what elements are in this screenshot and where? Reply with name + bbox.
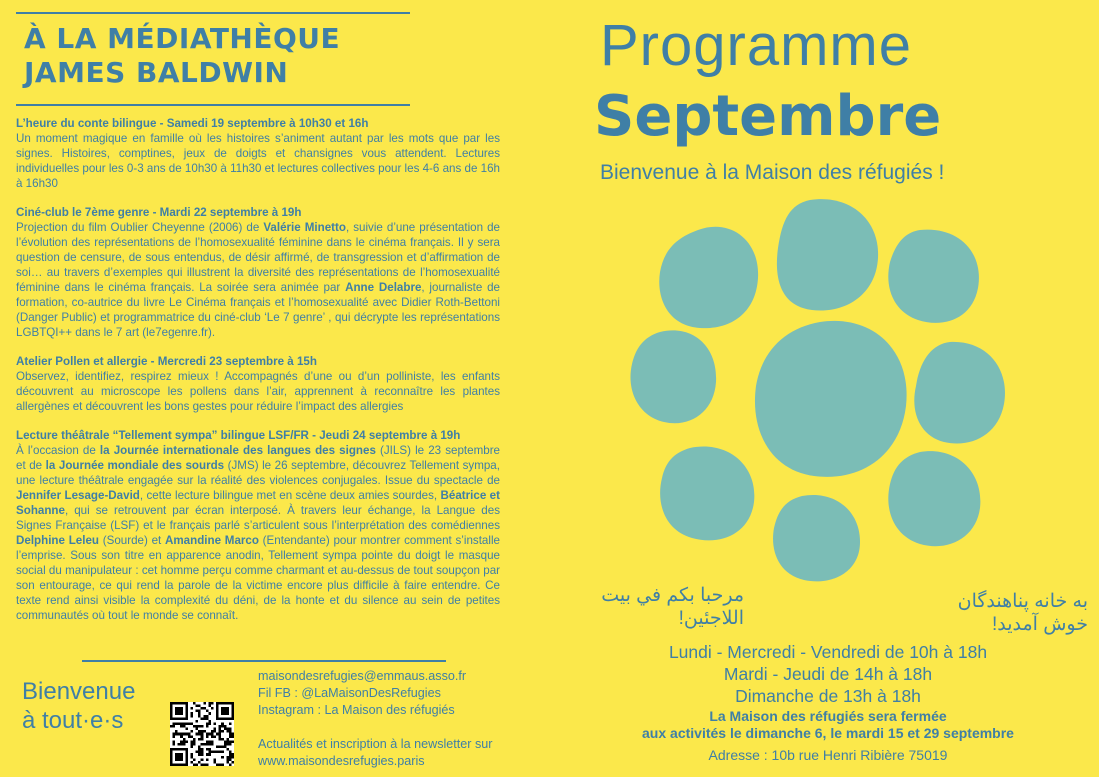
event-title: Atelier Pollen et allergie - Mercredi 23 septembre à 15h — [16, 355, 317, 368]
closure-notice — [600, 708, 1056, 742]
event-body: À l’occasion de la Journée internationale des langues des signes (JILS) le 23 septembre et de la Journée mondiale des sourds (JMS) le 26 septembre, découvrez Tellement sympa, une lecture théâtrale engagée sur la réalité des violences conjugales. Issue du spectacle de Jennifer Lesage-David, cette lecture bilingue met en scène deux amies sourdes, Béatrice et Sohanne, qui se retrouvent par écran interposé. À travers leur échange, la Langue des Signes Française (LSF) et le français parlé s’articulent sous l’interprétation des comédiennes Delphine Leleu (Sourde) et Amandine Marco (Entendante) pour montrer comment s’installe l’emprise. Sous son titre en apparence anodin, Tellement sympa pointe du doigt le masque social du manipulateur : cet homme perçu comme charmant et au-dessus de tout soupçon par son entourage, ce qui rend la parole de la victime encore plus difficile à faire entendre. Ce texte rend ainsi visible la complexité du déni, de la honte et du silence au sein de petites communautés où tout le monde se connaît. — [16, 444, 500, 622]
flower-petal — [773, 495, 860, 581]
flower-petal — [630, 330, 716, 423]
event-story-hour — [16, 116, 500, 191]
welcome-line-2: à tout·e·s — [22, 707, 124, 734]
address: Adresse : 10b rue Henri Ribière 75019 — [708, 747, 948, 763]
arabic-line-2: اللاجئين! — [678, 608, 744, 629]
flower-petal — [888, 451, 980, 546]
qr-code-icon[interactable] — [170, 702, 234, 766]
contact-email[interactable]: maisondesrefugies@emmaus.asso.fr — [258, 669, 467, 683]
contacts-block — [258, 668, 493, 770]
events-list — [16, 116, 500, 637]
venue-line-1: À LA MÉDIATHÈQUE — [24, 22, 341, 55]
top-rule — [16, 12, 410, 14]
event-theatre-reading — [16, 428, 500, 623]
event-body: Observez, identifiez, respirez mieux ! Accompagnés d’une ou d’un polliniste, les enfants découvrent au microscope les pollens dans l’air, apprennent à reconnaître les plantes allergènes et découvrent les bons gestes pour réduire l’impact des allergies — [16, 370, 500, 413]
bold-name: Jennifer Lesage-David — [16, 489, 140, 502]
flower-petal — [755, 321, 907, 477]
opening-hours — [600, 641, 1056, 707]
event-title: L’heure du conte bilingue - Samedi 19 septembre à 10h30 et 16h — [16, 117, 369, 130]
bold-name: Amandine Marco — [165, 534, 259, 547]
farsi-line-1: به خانه پناهندگان — [957, 591, 1088, 612]
flower-icon — [620, 190, 1020, 590]
bold-name: Anne Delabre — [345, 281, 422, 294]
bold-name: la Journée internationale des langues des signes — [99, 444, 376, 457]
newsletter-text: Actualités et inscription à la newsletter sur — [258, 737, 493, 751]
flower-petal — [777, 199, 878, 310]
program-month: Septembre — [594, 84, 942, 149]
closure-line: aux activités le dimanche 6, le mardi 15 et 29 septembre — [642, 725, 1014, 741]
event-body: Un moment magique en famille où les histoires s’animent autant par les mots que par les signes. Histoires, comptines, jeux de doigts et chansignes vous attendent. Lectures individuelles pour les 0-3 ans de 10h30 à 11h30 et lectures collectives pour les 4-6 ans de 16h à 16h30 — [16, 132, 500, 190]
event-title: Lecture théâtrale “Tellement sympa” bilingue LSF/FR - Jeudi 24 septembre à 19h — [16, 429, 461, 442]
hours-line: Lundi - Mercredi - Vendredi de 10h à 18h — [668, 642, 988, 662]
welcome-all-text — [22, 677, 135, 735]
hours-line: Mardi - Jeudi de 14h à 18h — [723, 664, 933, 684]
footer-rule — [82, 660, 446, 662]
bold-name: Delphine Leleu — [16, 534, 99, 547]
venue-heading — [24, 22, 340, 90]
farsi-line-2: خوش آمدید! — [991, 614, 1088, 635]
bold-name: Béatrice et Sohanne — [16, 489, 500, 517]
farsi-welcome — [928, 590, 1088, 636]
event-pollen-workshop — [16, 354, 500, 414]
arabic-line-1: مرحبا بكم في بيت — [601, 585, 744, 606]
venue-bottom-rule — [16, 104, 410, 106]
event-title: Ciné-club le 7ème genre - Mardi 22 septembre à 19h — [16, 206, 302, 219]
hours-line: Dimanche de 13h à 18h — [735, 686, 921, 706]
flower-petal — [888, 230, 979, 323]
closure-line: La Maison des réfugiés sera fermée — [709, 708, 947, 724]
event-cine-club — [16, 205, 500, 340]
contact-facebook[interactable]: Fil FB : @LaMaisonDesRefugies — [258, 686, 441, 700]
venue-line-2: JAMES BALDWIN — [24, 56, 289, 89]
bold-name: Valérie Minetto — [263, 221, 346, 234]
program-title: Programme — [600, 13, 912, 78]
contact-instagram[interactable]: Instagram : La Maison des réfugiés — [258, 703, 455, 717]
flower-petal — [914, 342, 1005, 444]
flower-petal — [660, 447, 754, 541]
program-subtitle: Bienvenue à la Maison des réfugiés ! — [600, 161, 945, 184]
flower-petal — [659, 227, 758, 328]
contact-spacer — [258, 719, 493, 736]
welcome-line-1: Bienvenue — [22, 678, 136, 705]
bold-name: la Journée mondiale des sourds — [45, 459, 225, 472]
event-body: Projection du film Oublier Cheyenne (2006) de Valérie Minetto, suivie d’une présentation de l’évolution des représentations de l’homosexualité féminine dans le cinéma français. Il y sera question de censure, de sous entendus, de désir affirmé, de transgression et d’affirmation de soi… au travers d’exemples qui illustrent la diversité des représentations de l’homosexualité féminine dans le cinéma français. La soirée sera animée par Anne Delabre, journaliste de formation, co-autrice du livre Le Cinéma français et l’homosexualité avec Didier Roth-Bettoni (Danger Public) et programmatrice du ciné-club ‘Le 7 genre’ , qui décrypte les représentations LGBTQI++ dans le 7 art (le7egenre.fr). — [16, 221, 500, 339]
arabic-welcome — [574, 584, 744, 630]
website-link[interactable]: www.maisondesrefugies.paris — [258, 754, 425, 768]
